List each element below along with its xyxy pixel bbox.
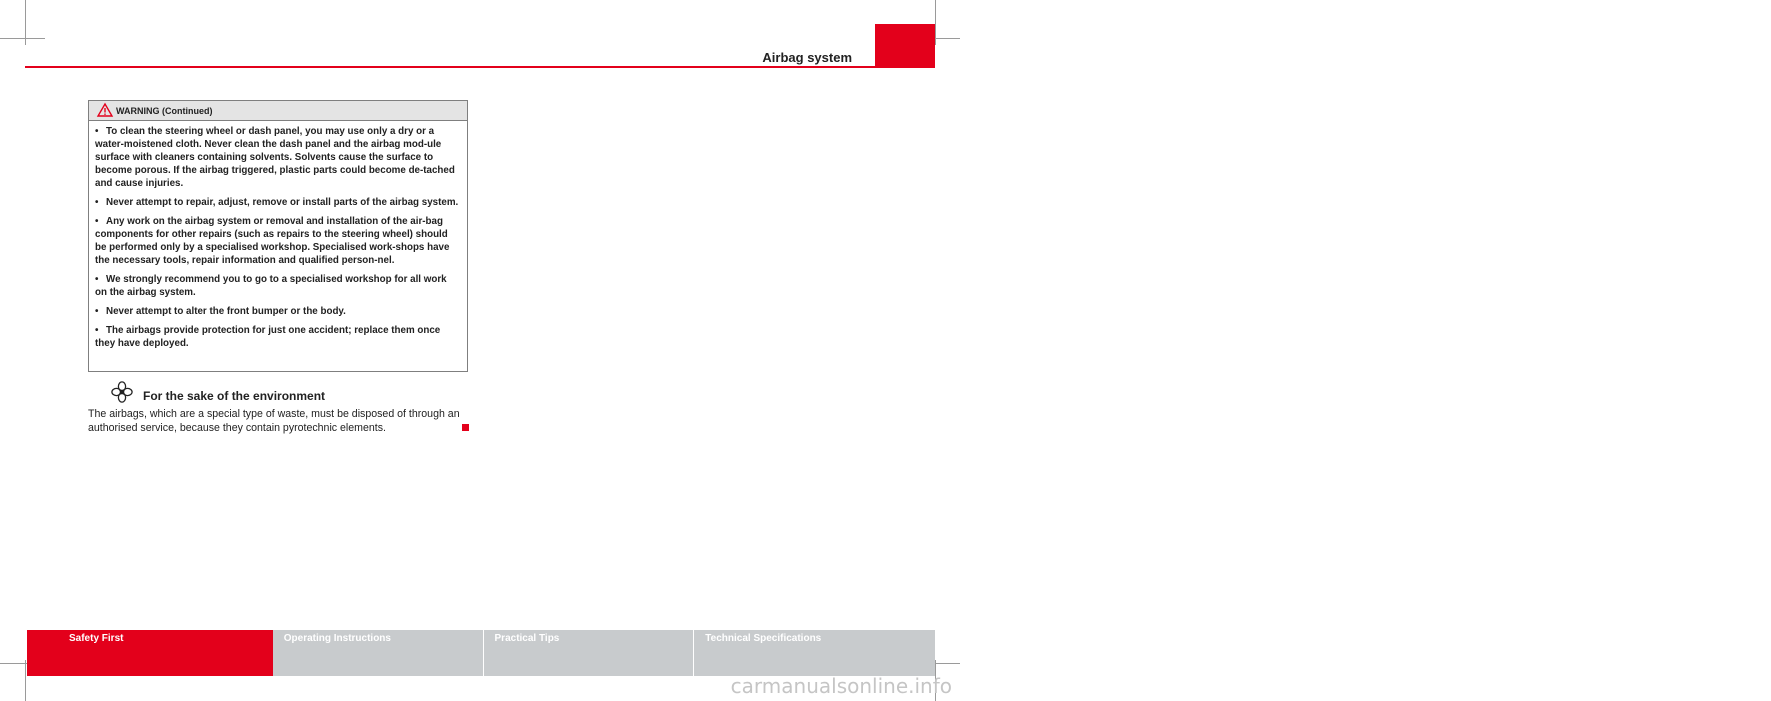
warning-triangle-icon: [97, 103, 113, 117]
page-number-tab: [875, 24, 1771, 68]
page-number: 33: [1757, 49, 1771, 64]
warning-box: [88, 100, 468, 372]
bullet: •: [95, 274, 99, 285]
crop-mark: [0, 38, 45, 39]
bullet: •: [95, 197, 99, 208]
warning-item: • We strongly recommend you to go to a specialised workshop for all work on the airbag system.: [95, 274, 447, 298]
flower-icon: [111, 381, 133, 403]
warning-item: • Any work on the airbag system or removal and installation of the air-bag components for other repairs (such as repairs to the steering wheel) should be performed only by a specialised workshop. Specialised work-shops have the necessary tools, repair information and qualified person-nel.: [95, 216, 450, 266]
bullet: •: [95, 216, 99, 227]
tab-operating-instructions[interactable]: Operating Instructions: [273, 630, 483, 676]
section-title: Airbag system: [762, 50, 852, 65]
section-end-mark: [462, 424, 469, 431]
tab-practical-tips[interactable]: Practical Tips: [484, 630, 694, 676]
bullet: •: [95, 126, 99, 137]
warning-item: • Never attempt to alter the front bumper or the body.: [95, 306, 346, 317]
bullet: •: [95, 306, 99, 317]
warning-header: [89, 101, 467, 121]
environment-title: For the sake of the environment: [143, 389, 326, 403]
header-rule: [25, 66, 935, 68]
warning-title: WARNING (Continued): [116, 105, 213, 116]
footer-navigation: [27, 630, 935, 676]
crop-mark: [25, 660, 26, 701]
warning-list: [89, 121, 467, 350]
warning-item: • The airbags provide protection for just one accident; replace them once they have deployed.: [95, 325, 441, 349]
bullet: •: [95, 325, 99, 336]
watermark: carmanualsonline.info: [730, 674, 952, 698]
tab-safety-first[interactable]: Safety First: [27, 630, 273, 676]
warning-item: • Never attempt to repair, adjust, remove or install parts of the airbag system.: [95, 197, 459, 208]
warning-item: • To clean the steering wheel or dash panel, you may use only a dry or a water-moistened cloth. Never clean the dash panel and the airbag mod-ule surface with cleaners containing solvents. Solvents cause the surface to become porous. If the airbag triggered, plastic parts could become de-tached and cause injuries.: [95, 126, 455, 189]
tab-technical-specifications[interactable]: Technical Specifications: [694, 630, 935, 676]
environment-text: The airbags, which are a special type of waste, must be disposed of through an authorised service, because they contain pyrotechnic elements.: [88, 408, 460, 434]
